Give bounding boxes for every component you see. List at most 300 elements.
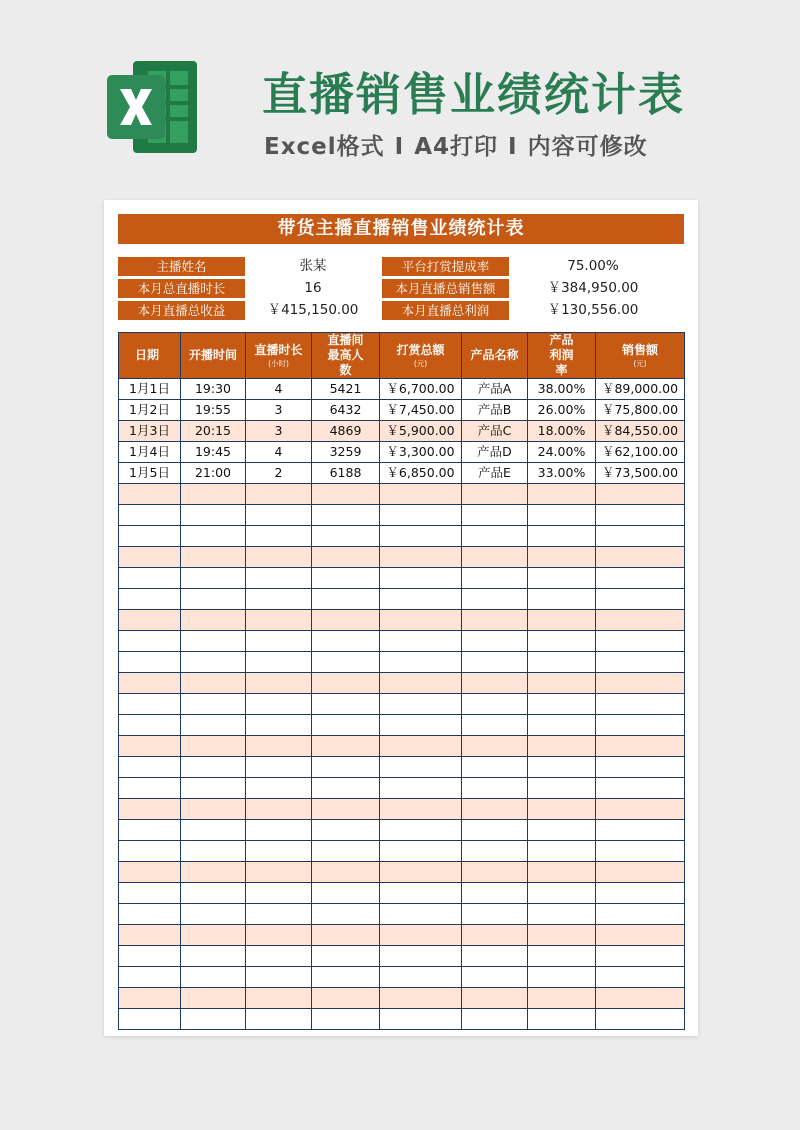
table-cell[interactable]: [596, 631, 685, 652]
table-cell[interactable]: ￥5,900.00: [380, 421, 462, 442]
table-cell[interactable]: [312, 694, 380, 715]
table-cell[interactable]: [528, 715, 596, 736]
empty-row: [119, 925, 685, 946]
table-cell[interactable]: 4869: [312, 421, 380, 442]
table-cell[interactable]: [181, 778, 246, 799]
table-cell[interactable]: 3: [246, 400, 312, 421]
table-cell[interactable]: [380, 946, 462, 967]
column-header: [119, 333, 181, 379]
column-header-label: 产品名称: [470, 348, 519, 362]
table-cell[interactable]: 6432: [312, 400, 380, 421]
table-cell[interactable]: [246, 652, 312, 673]
table-cell[interactable]: [596, 841, 685, 862]
table-cell[interactable]: [119, 652, 181, 673]
table-cell[interactable]: 产品C: [462, 421, 528, 442]
table-cell[interactable]: [246, 694, 312, 715]
table-cell[interactable]: [596, 904, 685, 925]
table-cell[interactable]: ￥62,100.00: [596, 442, 685, 463]
table-cell[interactable]: [528, 484, 596, 505]
table-cell[interactable]: [246, 946, 312, 967]
table-cell[interactable]: [312, 757, 380, 778]
table-cell[interactable]: [462, 568, 528, 589]
table-cell[interactable]: [596, 778, 685, 799]
table-cell[interactable]: [119, 820, 181, 841]
table-cell[interactable]: [312, 484, 380, 505]
table-cell[interactable]: [312, 820, 380, 841]
table-cell[interactable]: [181, 652, 246, 673]
spreadsheet-paper: [104, 200, 698, 1036]
table-cell[interactable]: [380, 904, 462, 925]
table-cell[interactable]: ￥7,450.00: [380, 400, 462, 421]
table-cell[interactable]: [380, 631, 462, 652]
subtitle-part: A4打印: [414, 134, 499, 160]
empty-row: [119, 988, 685, 1009]
table-cell[interactable]: [596, 967, 685, 988]
table-cell[interactable]: [246, 757, 312, 778]
table-cell[interactable]: [462, 526, 528, 547]
table-cell[interactable]: [119, 631, 181, 652]
table-cell[interactable]: [462, 610, 528, 631]
table-cell[interactable]: [528, 988, 596, 1009]
table-cell[interactable]: [380, 799, 462, 820]
page-subtitle: [264, 128, 648, 161]
table-cell[interactable]: [312, 547, 380, 568]
table-cell[interactable]: [380, 484, 462, 505]
table-header-row: [119, 333, 685, 379]
table-cell[interactable]: [246, 526, 312, 547]
empty-row: [119, 610, 685, 631]
table-cell[interactable]: [380, 967, 462, 988]
table-cell[interactable]: [246, 1009, 312, 1030]
table-cell[interactable]: [246, 568, 312, 589]
table-cell[interactable]: [380, 505, 462, 526]
table-cell[interactable]: 38.00%: [528, 379, 596, 400]
table-cell[interactable]: [596, 988, 685, 1009]
table-cell[interactable]: [246, 967, 312, 988]
table-cell[interactable]: 4: [246, 379, 312, 400]
column-header-label: 产品利润率: [549, 333, 574, 377]
table-cell[interactable]: 3259: [312, 442, 380, 463]
table-cell[interactable]: [462, 547, 528, 568]
table-cell[interactable]: [119, 883, 181, 904]
table-cell[interactable]: [312, 589, 380, 610]
info-value[interactable]: 75.00%: [567, 258, 619, 274]
table-cell[interactable]: [181, 799, 246, 820]
table-cell[interactable]: [462, 652, 528, 673]
table-cell[interactable]: [462, 505, 528, 526]
table-cell[interactable]: ￥89,000.00: [596, 379, 685, 400]
table-cell[interactable]: [119, 757, 181, 778]
table-cell[interactable]: [380, 841, 462, 862]
table-cell[interactable]: 4: [246, 442, 312, 463]
table-cell[interactable]: ￥75,800.00: [596, 400, 685, 421]
info-label: 本月直播总收益: [118, 301, 245, 320]
table-cell[interactable]: 1月3日: [119, 421, 181, 442]
table-cell[interactable]: [312, 799, 380, 820]
table-cell[interactable]: [462, 988, 528, 1009]
table-cell[interactable]: [312, 673, 380, 694]
table-cell[interactable]: [181, 715, 246, 736]
column-header: [246, 333, 312, 379]
table-cell[interactable]: [380, 673, 462, 694]
column-header-label: 日期: [135, 348, 160, 362]
table-cell[interactable]: [181, 694, 246, 715]
table-cell[interactable]: [181, 925, 246, 946]
table-cell[interactable]: [596, 883, 685, 904]
table-cell[interactable]: [596, 547, 685, 568]
table-cell[interactable]: [181, 736, 246, 757]
table-cell[interactable]: [462, 820, 528, 841]
table-cell[interactable]: [528, 547, 596, 568]
table-cell[interactable]: [462, 778, 528, 799]
table-cell[interactable]: [528, 694, 596, 715]
table-cell[interactable]: [462, 589, 528, 610]
table-cell[interactable]: [528, 673, 596, 694]
table-cell[interactable]: [596, 610, 685, 631]
table-cell[interactable]: 20:15: [181, 421, 246, 442]
table-cell[interactable]: [528, 778, 596, 799]
table-cell[interactable]: [380, 610, 462, 631]
info-value[interactable]: ￥415,150.00: [267, 302, 359, 318]
column-header: [312, 333, 380, 379]
table-cell[interactable]: [312, 526, 380, 547]
table-cell[interactable]: [181, 589, 246, 610]
column-header-unit: (小时): [268, 358, 289, 368]
table-cell[interactable]: [528, 883, 596, 904]
table-cell[interactable]: [312, 967, 380, 988]
table-cell[interactable]: ￥84,550.00: [596, 421, 685, 442]
table-cell[interactable]: [119, 568, 181, 589]
table-cell[interactable]: [380, 925, 462, 946]
table-cell[interactable]: [119, 925, 181, 946]
table-cell[interactable]: [246, 631, 312, 652]
table-cell[interactable]: [380, 988, 462, 1009]
table-cell[interactable]: [528, 610, 596, 631]
table-cell[interactable]: [312, 1009, 380, 1030]
table-cell[interactable]: [119, 1009, 181, 1030]
table-cell[interactable]: [528, 505, 596, 526]
table-cell[interactable]: [528, 967, 596, 988]
table-cell[interactable]: [462, 946, 528, 967]
info-label: 主播姓名: [118, 257, 245, 276]
table-cell[interactable]: [528, 1009, 596, 1030]
table-cell[interactable]: [462, 841, 528, 862]
table-cell[interactable]: [596, 526, 685, 547]
info-row: [118, 257, 684, 278]
empty-row: [119, 568, 685, 589]
empty-row: [119, 484, 685, 505]
table-cell[interactable]: [380, 883, 462, 904]
column-header-label: 打赏总额: [396, 342, 445, 357]
column-header: [596, 333, 685, 379]
table-cell[interactable]: [596, 484, 685, 505]
column-header: [462, 333, 528, 379]
table-cell[interactable]: [181, 757, 246, 778]
table-cell[interactable]: [181, 631, 246, 652]
table-cell[interactable]: [312, 778, 380, 799]
table-cell[interactable]: [119, 589, 181, 610]
table-cell[interactable]: [462, 715, 528, 736]
info-label: 本月总直播时长: [118, 279, 245, 298]
table-cell[interactable]: [528, 841, 596, 862]
table-cell[interactable]: [380, 1009, 462, 1030]
table-cell[interactable]: [462, 631, 528, 652]
table-cell[interactable]: [181, 1009, 246, 1030]
table-cell[interactable]: 3: [246, 421, 312, 442]
empty-row: [119, 799, 685, 820]
table-cell[interactable]: [380, 778, 462, 799]
table-cell[interactable]: [596, 925, 685, 946]
subtitle-part: Excel格式: [264, 134, 385, 160]
table-cell[interactable]: [312, 862, 380, 883]
column-header: [380, 333, 462, 379]
subtitle-separator: I: [394, 134, 405, 160]
table-cell[interactable]: [181, 547, 246, 568]
table-cell[interactable]: [462, 883, 528, 904]
table-cell[interactable]: [528, 526, 596, 547]
table-cell[interactable]: [462, 673, 528, 694]
table-cell[interactable]: 19:45: [181, 442, 246, 463]
table-cell[interactable]: 18.00%: [528, 421, 596, 442]
table-cell[interactable]: [119, 736, 181, 757]
table-cell[interactable]: [312, 736, 380, 757]
table-cell[interactable]: [119, 673, 181, 694]
table-cell[interactable]: 产品E: [462, 463, 528, 484]
empty-row: [119, 526, 685, 547]
table-cell[interactable]: [246, 841, 312, 862]
table-cell[interactable]: [596, 694, 685, 715]
table-cell[interactable]: [380, 652, 462, 673]
table-cell[interactable]: [246, 589, 312, 610]
table-cell[interactable]: 1月4日: [119, 442, 181, 463]
empty-row: [119, 673, 685, 694]
table-cell[interactable]: ￥6,850.00: [380, 463, 462, 484]
table-cell[interactable]: [181, 988, 246, 1009]
table-cell[interactable]: [246, 715, 312, 736]
table-cell[interactable]: [181, 820, 246, 841]
table-cell[interactable]: [596, 799, 685, 820]
table-cell[interactable]: [528, 925, 596, 946]
empty-row: [119, 547, 685, 568]
table-cell[interactable]: [181, 883, 246, 904]
table-cell[interactable]: [119, 841, 181, 862]
table-cell[interactable]: [119, 484, 181, 505]
table-cell[interactable]: [181, 841, 246, 862]
table-cell[interactable]: [528, 589, 596, 610]
table-cell[interactable]: 2: [246, 463, 312, 484]
table-cell[interactable]: [312, 715, 380, 736]
table-cell[interactable]: [528, 757, 596, 778]
table-cell[interactable]: [181, 505, 246, 526]
sheet-title: 带货主播直播销售业绩统计表: [118, 214, 684, 244]
table-cell[interactable]: [246, 862, 312, 883]
table-cell[interactable]: [246, 820, 312, 841]
info-label: 本月直播总利润: [382, 301, 509, 320]
table-cell[interactable]: 5421: [312, 379, 380, 400]
table-cell[interactable]: [596, 652, 685, 673]
table-cell[interactable]: [596, 820, 685, 841]
table-cell[interactable]: [380, 757, 462, 778]
table-cell[interactable]: [119, 862, 181, 883]
table-cell[interactable]: [312, 883, 380, 904]
page-header: [0, 0, 800, 200]
table-cell[interactable]: [246, 736, 312, 757]
table-row: [119, 421, 685, 442]
table-cell[interactable]: [246, 673, 312, 694]
table-cell[interactable]: 33.00%: [528, 463, 596, 484]
table-cell[interactable]: [462, 694, 528, 715]
table-cell[interactable]: [312, 505, 380, 526]
sales-table: [118, 332, 685, 1030]
table-cell[interactable]: [119, 904, 181, 925]
table-cell[interactable]: [528, 820, 596, 841]
table-cell[interactable]: [312, 946, 380, 967]
table-cell[interactable]: [246, 505, 312, 526]
table-cell[interactable]: [380, 547, 462, 568]
table-cell[interactable]: [119, 946, 181, 967]
table-cell[interactable]: [181, 526, 246, 547]
table-cell[interactable]: [596, 1009, 685, 1030]
empty-row: [119, 589, 685, 610]
table-cell[interactable]: [312, 652, 380, 673]
table-cell[interactable]: [312, 904, 380, 925]
table-cell[interactable]: [380, 568, 462, 589]
column-header-label: 销售额: [621, 342, 658, 357]
table-cell[interactable]: [312, 631, 380, 652]
table-cell[interactable]: 1月5日: [119, 463, 181, 484]
table-cell[interactable]: [181, 673, 246, 694]
table-cell[interactable]: 19:30: [181, 379, 246, 400]
table-cell[interactable]: [312, 925, 380, 946]
table-cell[interactable]: [380, 694, 462, 715]
table-cell[interactable]: 26.00%: [528, 400, 596, 421]
table-cell[interactable]: [528, 904, 596, 925]
table-cell[interactable]: [119, 505, 181, 526]
table-cell[interactable]: [528, 631, 596, 652]
table-row: [119, 442, 685, 463]
table-cell[interactable]: [119, 967, 181, 988]
table-cell[interactable]: [596, 715, 685, 736]
table-cell[interactable]: 1月2日: [119, 400, 181, 421]
table-cell[interactable]: [312, 568, 380, 589]
info-value[interactable]: ￥384,950.00: [547, 280, 639, 296]
table-cell[interactable]: [119, 694, 181, 715]
table-cell[interactable]: ￥73,500.00: [596, 463, 685, 484]
table-cell[interactable]: [596, 757, 685, 778]
table-cell[interactable]: [596, 946, 685, 967]
table-cell[interactable]: [380, 589, 462, 610]
table-cell[interactable]: [119, 778, 181, 799]
table-cell[interactable]: 19:55: [181, 400, 246, 421]
table-cell[interactable]: [312, 841, 380, 862]
table-cell[interactable]: [181, 568, 246, 589]
subtitle-part: 内容可修改: [527, 134, 648, 160]
table-cell[interactable]: [462, 736, 528, 757]
column-header-label: 开播时间: [188, 348, 237, 362]
table-cell[interactable]: 1月1日: [119, 379, 181, 400]
table-cell[interactable]: [246, 484, 312, 505]
table-cell[interactable]: [462, 757, 528, 778]
column-header-label: 直播间最高人数: [327, 333, 364, 377]
table-cell[interactable]: ￥6,700.00: [380, 379, 462, 400]
table-cell[interactable]: [380, 736, 462, 757]
table-cell[interactable]: [596, 673, 685, 694]
table-cell[interactable]: 产品D: [462, 442, 528, 463]
table-cell[interactable]: 24.00%: [528, 442, 596, 463]
table-cell[interactable]: 21:00: [181, 463, 246, 484]
table-cell[interactable]: [119, 547, 181, 568]
table-cell[interactable]: [528, 652, 596, 673]
table-cell[interactable]: [462, 484, 528, 505]
info-value[interactable]: ￥130,556.00: [547, 302, 639, 318]
table-cell[interactable]: [119, 715, 181, 736]
table-cell[interactable]: [119, 610, 181, 631]
table-cell[interactable]: [246, 778, 312, 799]
table-cell[interactable]: [246, 610, 312, 631]
table-cell[interactable]: [596, 568, 685, 589]
info-value[interactable]: 16: [304, 280, 322, 296]
table-cell[interactable]: [528, 736, 596, 757]
table-cell[interactable]: [528, 799, 596, 820]
table-cell[interactable]: [246, 988, 312, 1009]
table-cell[interactable]: [596, 736, 685, 757]
table-cell[interactable]: [380, 715, 462, 736]
empty-row: [119, 883, 685, 904]
table-cell[interactable]: 6188: [312, 463, 380, 484]
table-cell[interactable]: [462, 1009, 528, 1030]
table-cell[interactable]: [246, 547, 312, 568]
table-cell[interactable]: [528, 946, 596, 967]
table-cell[interactable]: [181, 484, 246, 505]
table-cell[interactable]: [462, 862, 528, 883]
table-cell[interactable]: [462, 904, 528, 925]
table-cell[interactable]: [119, 799, 181, 820]
table-cell[interactable]: [312, 610, 380, 631]
table-cell[interactable]: [528, 862, 596, 883]
table-cell[interactable]: [462, 925, 528, 946]
table-cell[interactable]: [181, 946, 246, 967]
table-cell[interactable]: 产品B: [462, 400, 528, 421]
table-cell[interactable]: [596, 589, 685, 610]
info-label: 本月直播总销售额: [382, 279, 509, 298]
table-cell[interactable]: 产品A: [462, 379, 528, 400]
table-cell[interactable]: [181, 967, 246, 988]
table-cell[interactable]: [380, 820, 462, 841]
table-cell[interactable]: [119, 526, 181, 547]
info-value[interactable]: 张某: [299, 258, 327, 274]
empty-row: [119, 862, 685, 883]
table-cell[interactable]: [246, 883, 312, 904]
table-cell[interactable]: [119, 988, 181, 1009]
table-cell[interactable]: [596, 862, 685, 883]
info-label: 平台打赏提成率: [382, 257, 509, 276]
table-cell[interactable]: [181, 862, 246, 883]
table-cell[interactable]: [596, 505, 685, 526]
table-cell[interactable]: [181, 904, 246, 925]
table-cell[interactable]: [380, 862, 462, 883]
table-cell[interactable]: [312, 988, 380, 1009]
table-cell[interactable]: [528, 568, 596, 589]
table-cell[interactable]: [380, 526, 462, 547]
table-cell[interactable]: [246, 799, 312, 820]
table-cell[interactable]: [462, 967, 528, 988]
table-cell[interactable]: ￥3,300.00: [380, 442, 462, 463]
table-cell[interactable]: [246, 925, 312, 946]
table-cell[interactable]: [462, 799, 528, 820]
empty-row: [119, 967, 685, 988]
table-cell[interactable]: [246, 904, 312, 925]
table-cell[interactable]: [181, 610, 246, 631]
